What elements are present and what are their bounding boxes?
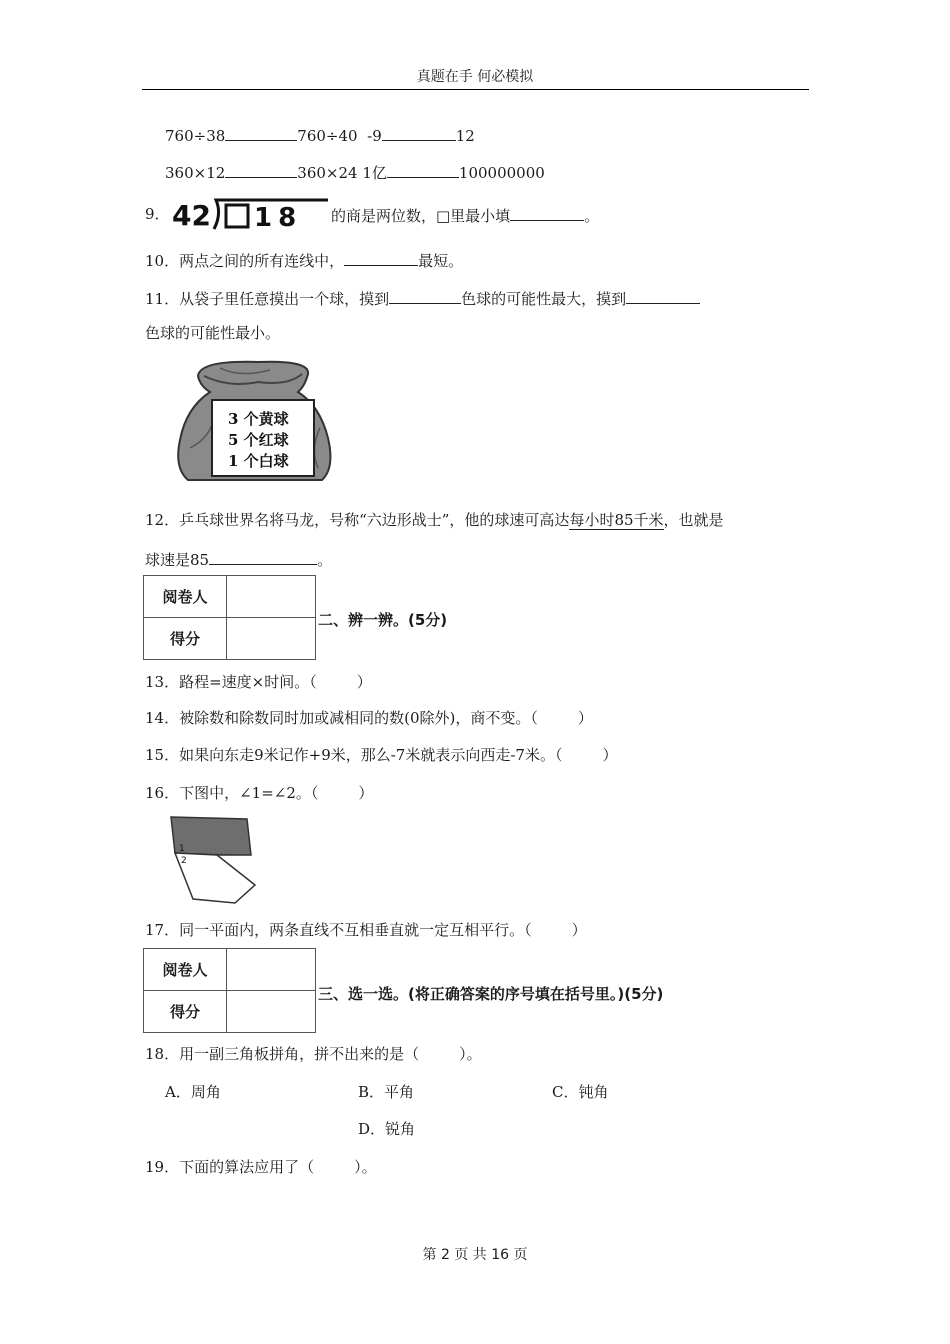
q8-row1-d: 12 [455,127,475,145]
q8-row2-c: 1亿 [362,164,387,182]
header-divider [142,89,809,90]
q15 [145,745,617,765]
q8-row1-c: -9 [367,127,382,145]
q8-row2-a: 360×12 [165,164,226,182]
q8-row2 [165,161,545,183]
q9-end: 。 [584,207,600,225]
section-3-title: 三、选一选。(将正确答案的序号填在括号里。)(5分) [318,985,664,1003]
answer-blank[interactable] [225,124,297,141]
q10-text: 两点之间的所有连线中， [179,252,345,270]
q14 [145,708,593,728]
answer-blank[interactable] [626,287,700,304]
option-b[interactable]: B．平角 [358,1083,415,1101]
missing-digit-box [226,205,248,227]
answer-blank[interactable] [387,161,459,178]
score-label: 得分 [144,991,227,1033]
option-a[interactable]: A．周角 [165,1083,221,1101]
q12-text-a: 乒乓球世界名将马龙，号称“六边形战士”，他的球速可高达 [179,511,570,529]
q12-text-c: 球速是85 [145,551,210,569]
q15-text: 15．如果向东走9米记作+9米，那么-7米就表示向西走-7米。（ [145,746,563,764]
score-table [143,948,316,1033]
long-division-figure [170,196,330,232]
paper-folded-part [175,853,255,903]
q8-row2-d: 100000000 [458,164,545,182]
score-label: 得分 [144,618,227,660]
q12-text-b: ，也就是 [663,511,724,529]
dividend-digits: 18 [254,203,303,232]
angle-2-label: 2 [181,856,187,866]
bag-line-red: 5 个红球 [228,431,289,449]
q10 [145,249,463,271]
q11-line1 [145,287,700,309]
score-table [143,575,316,660]
answer-blank[interactable] [510,204,584,221]
reviewer-cell[interactable] [227,949,316,991]
q18-close: ）。 [459,1045,482,1063]
q15-close: ） [602,746,618,764]
q8-row2-b: 360×24 [297,164,358,182]
reviewer-label: 阅卷人 [144,949,227,991]
q12-line1 [145,510,724,530]
q13-text: 13．路程=速度×时间。（ [145,673,317,691]
q16-text: 16．下图中，∠1=∠2。（ [145,784,319,802]
q8-row1-b: 760÷40 [297,127,358,145]
option-d[interactable]: D．锐角 [358,1120,416,1138]
folded-paper-figure [165,815,265,907]
answer-blank[interactable] [389,287,461,304]
q16-close: ） [358,784,374,802]
q8-row1-a: 760÷38 [165,127,226,145]
q11-number: 11． [145,290,180,308]
ball-bag-figure [170,358,345,488]
q10-end: 最短。 [418,252,464,270]
q17-text: 17．同一平面内，两条直线不互相垂直就一定互相平行。（ [145,921,532,939]
score-cell[interactable] [227,618,316,660]
q12-end: 。 [317,551,333,569]
q19 [145,1157,377,1177]
q12-line2 [145,548,332,570]
q10-number: 10． [145,252,180,270]
q11-line2: 色球的可能性最小。 [145,324,281,342]
bag-line-yellow: 3 个黄球 [228,410,289,428]
answer-blank[interactable] [382,124,456,141]
angle-1-label: 1 [179,844,185,854]
q17 [145,920,587,940]
q14-close: ） [577,709,593,727]
q12-underlined-speed: 每小时85千米 [569,511,664,529]
q18-text: 18．用一副三角板拼角，拼不出来的是（ [145,1045,420,1063]
q13-close: ） [356,673,372,691]
q9-question: 的商是两位数，□里最小填 [331,207,511,225]
answer-blank[interactable] [209,548,317,565]
reviewer-label: 阅卷人 [144,576,227,618]
q8-row1 [165,124,475,146]
q16 [145,783,373,803]
bag-line-white: 1 个白球 [228,452,289,470]
q14-text: 14．被除数和除数同时加或减相同的数(0除外)，商不变。（ [145,709,538,727]
answer-blank[interactable] [344,249,418,266]
q18 [145,1044,482,1064]
score-cell[interactable] [227,991,316,1033]
q12-number: 12． [145,511,180,529]
page-footer: 第 2 页 共 16 页 [422,1247,528,1263]
answer-blank[interactable] [225,161,297,178]
option-c[interactable]: C．钝角 [552,1083,609,1101]
q9-text [331,204,599,226]
q11-text-b: 色球的可能性最大，摸到 [461,290,627,308]
q11-text-a: 从袋子里任意摸出一个球，摸到 [179,290,390,308]
q19-close: ）。 [354,1158,377,1176]
q9 [145,204,170,224]
reviewer-cell[interactable] [227,576,316,618]
q19-text: 19．下面的算法应用了（ [145,1158,315,1176]
q17-close: ） [571,921,587,939]
q13 [145,672,372,692]
page-header-title: 真题在手 何必模拟 [416,69,534,85]
divisor-text: 42 [172,199,211,232]
q9-number: 9． [145,205,170,223]
section-2-title: 二、辨一辨。(5分) [318,611,448,629]
